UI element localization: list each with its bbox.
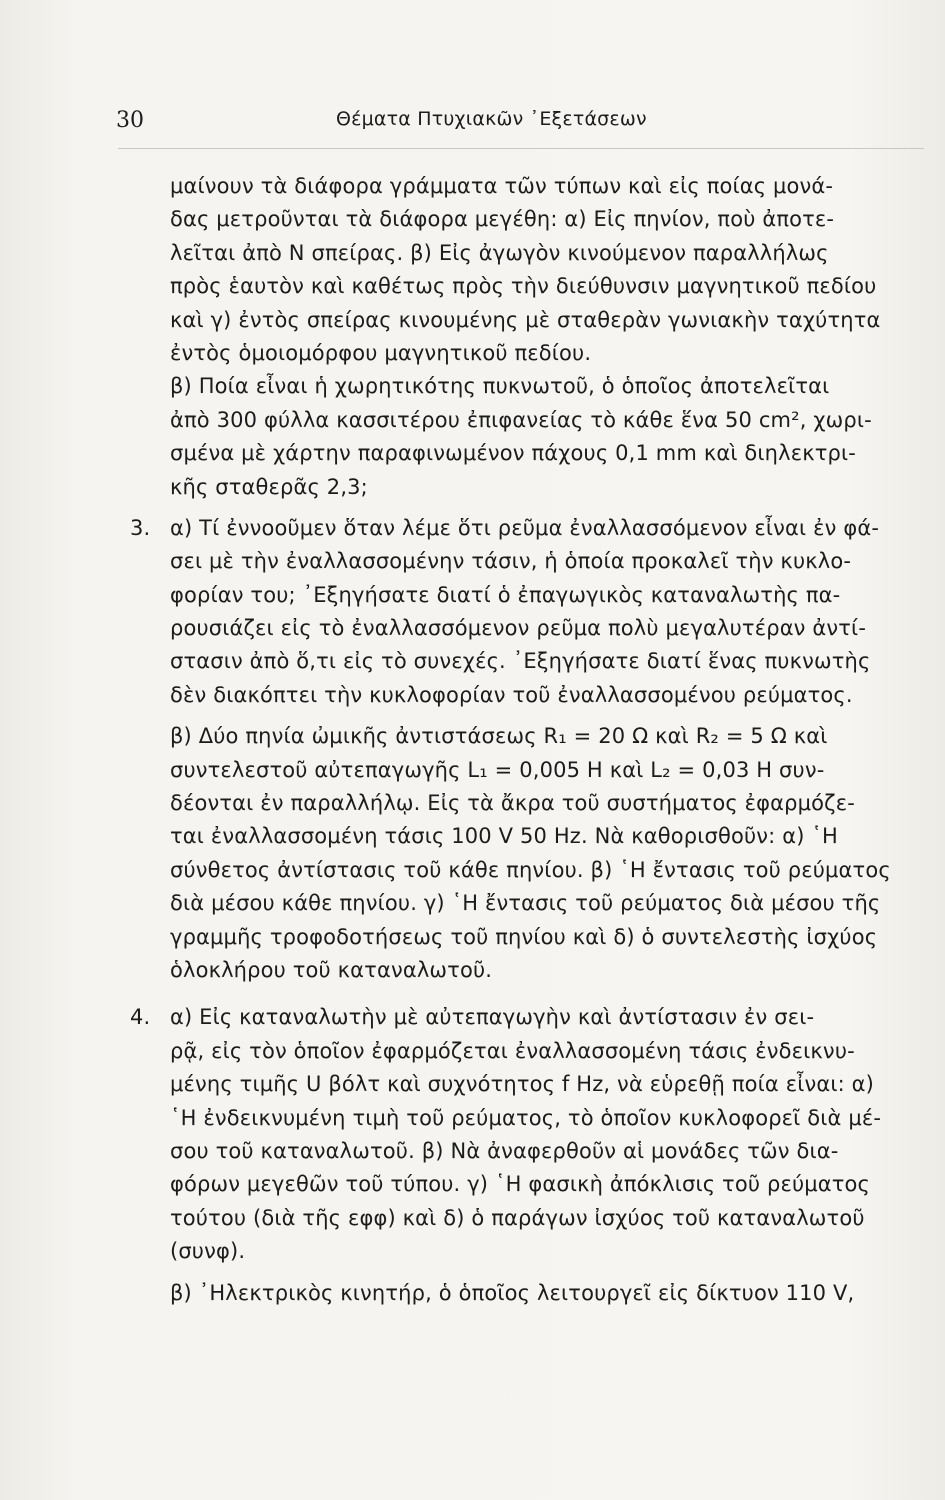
text-line: λεῖται ἀπὸ N σπείρας. β) Εἰς ἀγωγὸν κινούμενον παραλλήλως — [170, 240, 829, 265]
spacer — [122, 504, 942, 512]
page-body — [122, 170, 942, 1310]
text-line: γραμμῆς τροφοδοτήσεως τοῦ πηνίου καὶ δ) ὁ συντελεστὴς ἰσχύος — [170, 924, 878, 949]
question-3a — [122, 512, 942, 712]
page-number: 30 — [116, 108, 144, 133]
text-line: τούτου (διὰ τῆς εφφ) καὶ δ) ὁ παράγων ἰσχύος τοῦ καταναλωτοῦ — [170, 1205, 865, 1230]
text-line: καὶ γ) ἐντὸς σπείρας κινουμένης μὲ σταθερὰν γωνιακὴν ταχύτητα — [170, 307, 881, 332]
text-line: στασιν ἀπὸ ὅ,τι εἰς τὸ συνεχές. ᾿Εξηγήσατε διατί ἕνας πυκνωτὴς — [170, 649, 871, 674]
text-line: κῆς σταθερᾶς 2,3; — [170, 474, 368, 499]
text-line: (συνφ). — [170, 1239, 246, 1264]
text-line — [122, 512, 942, 545]
spacer — [122, 712, 942, 720]
text-line: πρὸς ἑαυτὸν καὶ καθέτως πρὸς τὴν διεύθυνσιν μαγνητικοῦ πεδίου — [170, 274, 877, 299]
text-line: ὁλοκλήρου τοῦ καταναλωτοῦ. — [170, 957, 493, 982]
header-rule — [118, 148, 924, 149]
text-line: ἐντὸς ὁμοιομόρφου μαγνητικοῦ πεδίου. — [170, 340, 592, 365]
text-line: δας μετροῦνται τὰ διάφορα μεγέθη: α) Εἰς πηνίον, ποὺ ἀποτε- — [170, 207, 835, 232]
text-line: ται ἐναλλασσομένη τάσις 100 V 50 Hz. Νὰ καθορισθοῦν: α) ῾Η — [170, 824, 838, 849]
text-line: β) ᾿Ηλεκτρικὸς κινητήρ, ὁ ὁποῖος λειτουργεῖ εἰς δίκτυον 110 V, — [170, 1280, 855, 1305]
text-line: ἀπὸ 300 φύλλα κασσιτέρου ἐπιφανείας τὸ κάθε ἕνα 50 cm², χωρι- — [170, 407, 872, 432]
page-header — [116, 108, 816, 148]
text-line: δὲν διακόπτει τὴν κυκλοφορίαν τοῦ ἐναλλασσομένου ρεύματος. — [170, 682, 853, 707]
text-line: δέονται ἐν παραλλήλῳ. Εἰς τὰ ἄκρα τοῦ συστήματος ἐφαρμόζε- — [170, 791, 855, 816]
question-number: 4. — [130, 1005, 151, 1030]
text-line: συντελεστοῦ αὐτεπαγωγῆς L₁ = 0,005 H καὶ L₂ = 0,03 H συν- — [170, 757, 825, 782]
text-line: σου τοῦ καταναλωτοῦ. β) Νὰ ἀναφερθοῦν αἱ μονάδες τῶν δια- — [170, 1138, 839, 1163]
text-line: φόρων μεγεθῶν τοῦ τύπου. γ) ῾Η φασικὴ ἀπόκλισις τοῦ ρεύματος — [170, 1172, 871, 1197]
text-line: β) Δύο πηνία ὠμικῆς ἀντιστάσεως R₁ = 20 Ω καὶ R₂ = 5 Ω καὶ — [170, 724, 828, 749]
text-line: σμένα μὲ χάρτην παραφινωμένον πάχους 0,1 mm καὶ διηλεκτρι- — [170, 441, 857, 466]
text-line: φορίαν του; ᾿Εξηγήσατε διατί ὁ ἐπαγωγικὸς καταναλωτὴς πα- — [170, 582, 841, 607]
spacer — [122, 987, 942, 1001]
text-line: σει μὲ τὴν ἐναλλασσομένην τάσιν, ἡ ὁποία προκαλεῖ τὴν κυκλο- — [170, 549, 852, 574]
text-line: σύνθετος ἀντίστασις τοῦ κάθε πηνίου. β) ῾Η ἔντασις τοῦ ρεύματος — [170, 857, 891, 882]
question-3b — [122, 720, 942, 987]
text-line — [122, 1001, 942, 1034]
text-line: ῾Η ἐνδεικνυμένη τιμὴ τοῦ ρεύματος, τὸ ὁποῖον κυκλοφορεῖ διὰ μέ- — [170, 1105, 882, 1130]
paragraph-2b — [122, 370, 942, 504]
text-line: ρουσιάζει εἰς τὸ ἐναλλασσόμενον ρεῦμα πολὺ μεγαλυτέραν ἀντί- — [170, 616, 867, 641]
paragraph-continuation — [122, 170, 942, 370]
text-line: ρᾷ, εἰς τὸν ὁποῖον ἐφαρμόζεται ἐναλλασσομένη τάσις ἐνδεικνυ- — [170, 1038, 855, 1063]
spacer — [122, 1269, 942, 1277]
text-line: διὰ μέσου κάθε πηνίου. γ) ῾Η ἔντασις τοῦ ρεύματος διὰ μέσου τῆς — [170, 891, 881, 916]
text-line: μαίνουν τὰ διάφορα γράμματα τῶν τύπων καὶ εἰς ποίας μονά- — [170, 174, 834, 198]
question-4a — [122, 1001, 942, 1268]
text-line-content: α) Τί ἐννοοῦμεν ὅταν λέμε ὅτι ρεῦμα ἐναλλασσόμενον εἶναι ἐν φά- — [170, 515, 880, 540]
text-line: μένης τιμῆς U βόλτ καὶ συχνότητος f Hz, νὰ εὑρεθῇ ποία εἶναι: α) — [170, 1072, 874, 1097]
question-4b — [122, 1277, 942, 1310]
text-line-content: α) Εἰς καταναλωτὴν μὲ αὐτεπαγωγὴν καὶ ἀντίστασιν ἐν σει- — [170, 1005, 815, 1030]
question-number: 3. — [130, 515, 151, 540]
running-title: Θέματα Πτυχιακῶν ᾿Εξετάσεων — [336, 108, 647, 130]
text-line: β) Ποία εἶναι ἡ χωρητικότης πυκνωτοῦ, ὁ ὁποῖος ἀποτελεῖται — [170, 374, 830, 399]
